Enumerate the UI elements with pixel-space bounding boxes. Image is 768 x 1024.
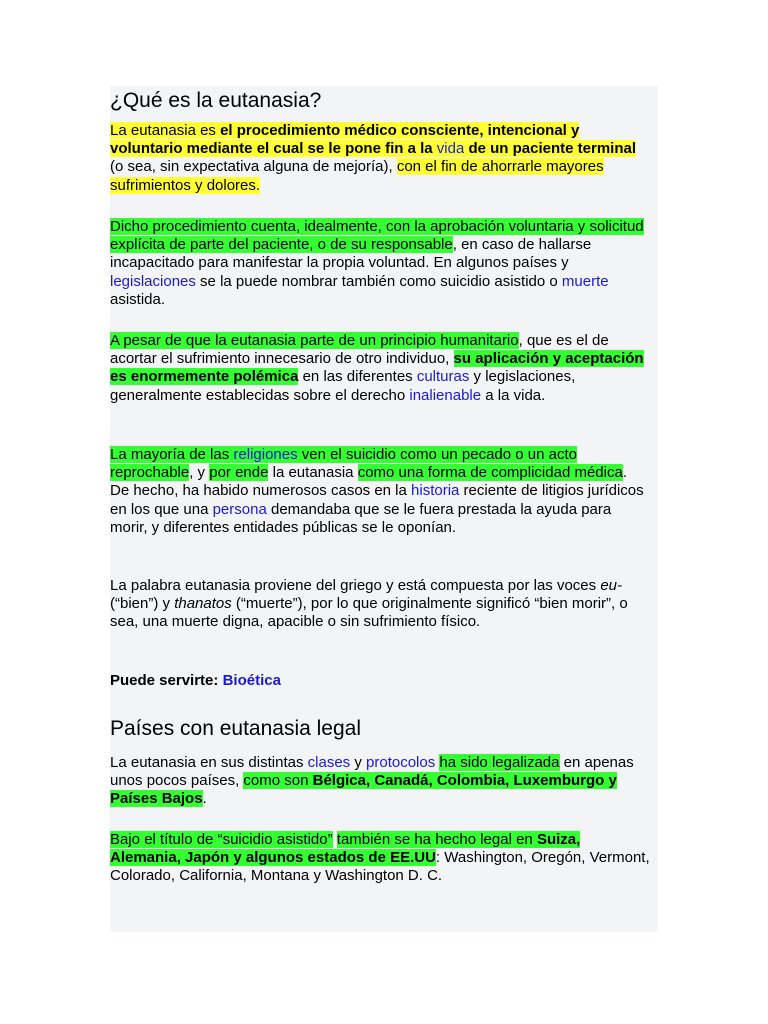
link-inalienable[interactable]: inalienable xyxy=(409,386,482,404)
paragraph-procedure: Dicho procedimiento cuenta, idealmente, con la aprobación voluntaria y solicitud explícita de parte del paciente, o de su responsable, en caso de hallarse incapacitado para manifestar la propia voluntad. En algunos países y legislaciones se la puede nombrar también como suicidio asistido o muerte asistida. xyxy=(110,218,644,308)
paragraph-religions: La mayoría de las religiones ven el suicidio como un pecado o un acto reprochable, y por ende la eutanasia como una forma de complicidad médica. De hecho, ha habido numerosos casos en la historia reciente de litigios jurídicos en los que una persona demandaba que se le fuera prestada la ayuda para morir, y diferentes entidades públicas se le oponían. xyxy=(110,446,644,536)
link-clases[interactable]: clases xyxy=(307,754,351,771)
link-persona[interactable]: persona xyxy=(212,500,267,518)
paragraph-definition: La eutanasia es el procedimiento médico consciente, intencional y voluntario mediante el cual se le pone fin a la vida de un paciente terminal (o sea, sin expectativa alguna de mejoría), con el fin de ahorrarle mayores sufrimientos y dolores. xyxy=(110,122,637,194)
link-culturas[interactable]: culturas xyxy=(416,368,470,386)
related-link-line: Puede servirte: Bioética xyxy=(110,672,281,689)
link-vida[interactable]: vida xyxy=(436,140,465,158)
paragraph-legal-countries: La eutanasia en sus distintas clases y protocolos ha sido legalizada en apenas unos pocos países, como son Bélgica, Canadá, Colombia, Luxemburgo y Países Bajos. xyxy=(110,754,634,808)
link-bioetica[interactable]: Bioética xyxy=(222,672,281,689)
paragraph-controversy: A pesar de que la eutanasia parte de un principio humanitario, que es el de acortar el sufrimiento innecesario de otro individuo, su aplicación y aceptación es enormemente polémica en las diferentes culturas y legislaciones, generalmente establecidas sobre el derecho inalienable a la vida. xyxy=(110,332,644,404)
link-protocolos[interactable]: protocolos xyxy=(366,754,436,771)
paragraph-etymology: La palabra eutanasia proviene del griego y está compuesta por las voces eu- (“bien”) y thanatos (“muerte”), por lo que originalmente significó “bien morir”, o sea, una muerte digna, apacible o sin sufrimiento físico. xyxy=(110,577,628,631)
paragraph-assisted-suicide: Bajo el título de “suicidio asistido” también se ha hecho legal en Suiza, Alemania, Japón y algunos estados de EE.UU: Washington, Oregón, Vermont, Colorado, California, Montana y Washington D. C. xyxy=(110,831,650,885)
link-legislaciones[interactable]: legislaciones xyxy=(110,272,196,290)
link-religiones[interactable]: religiones xyxy=(233,446,298,463)
link-historia[interactable]: historia xyxy=(411,482,460,500)
page-title: ¿Qué es la eutanasia? xyxy=(110,89,322,112)
section-title-legal-countries: Países con eutanasia legal xyxy=(110,717,362,740)
link-muerte[interactable]: muerte xyxy=(561,272,609,290)
